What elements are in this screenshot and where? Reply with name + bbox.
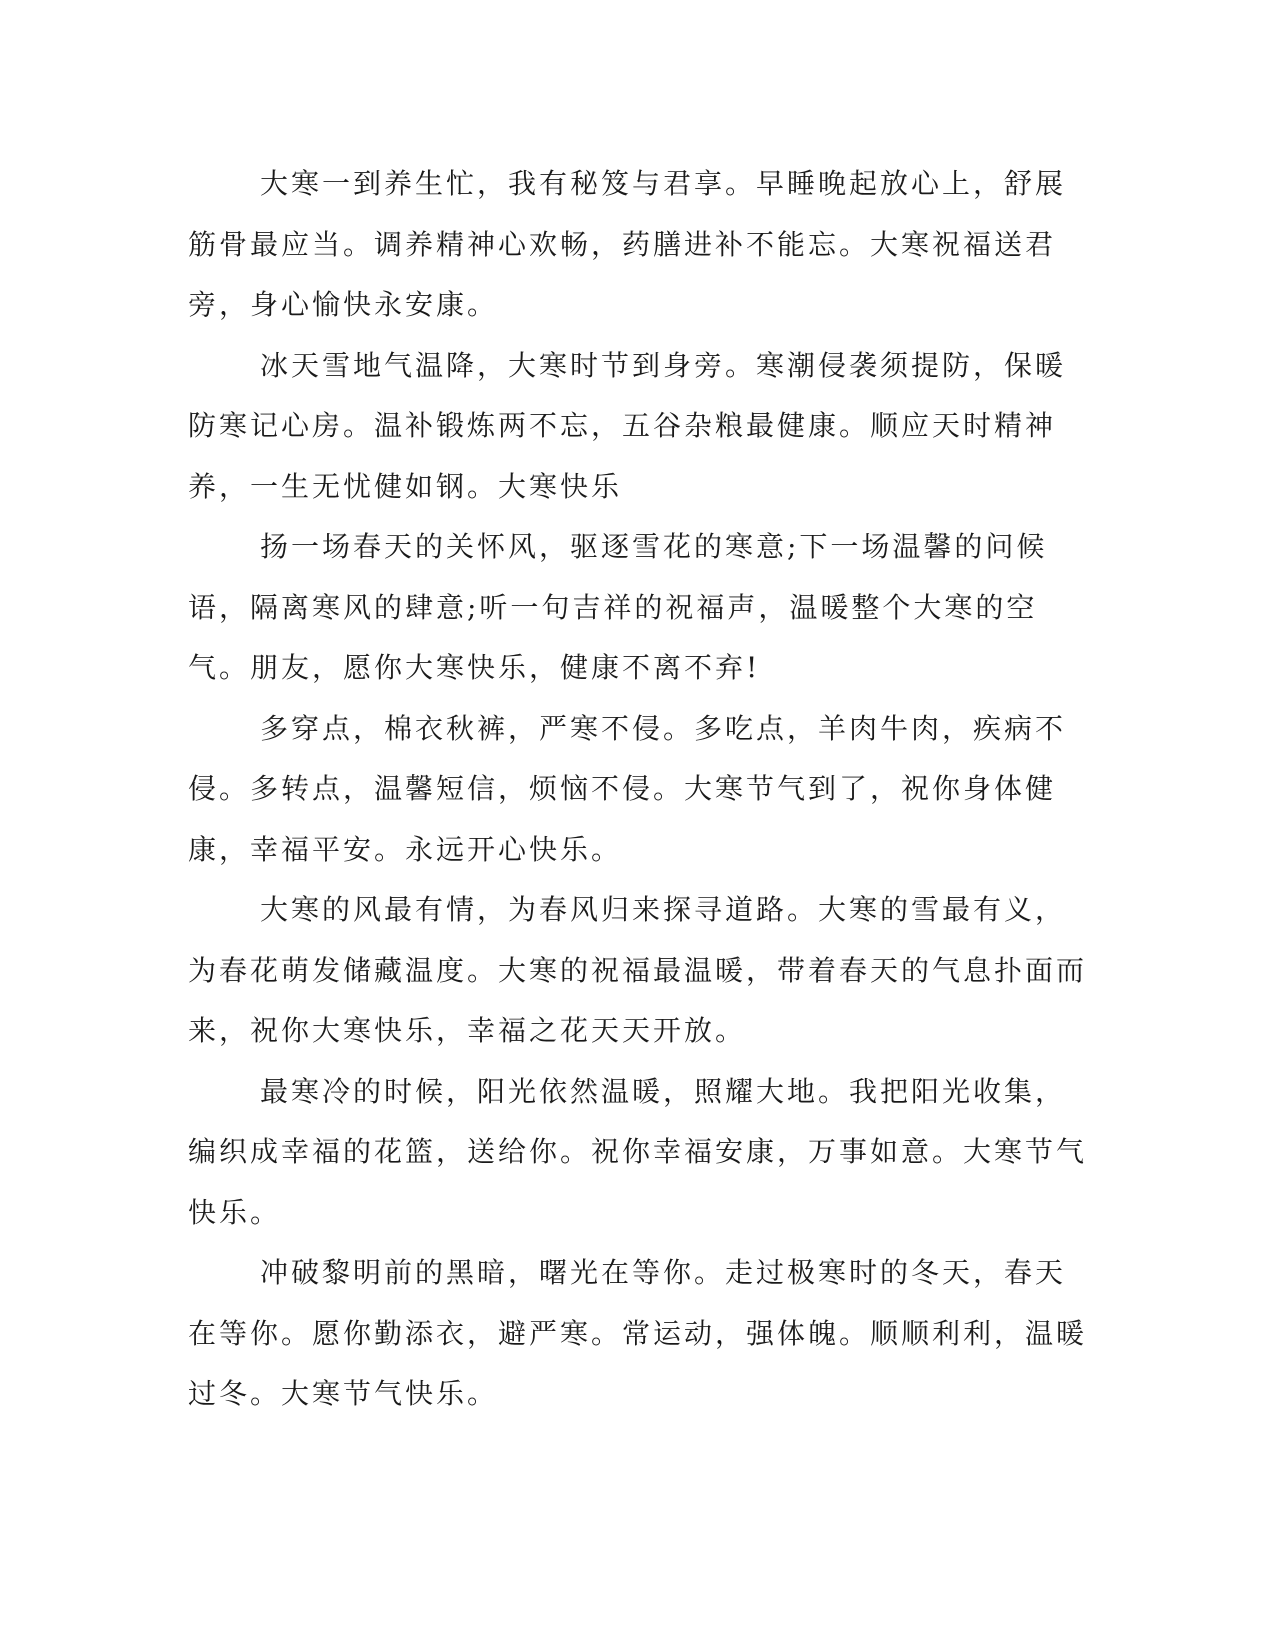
paragraph: 大寒一到养生忙，我有秘笈与君享。早睡晚起放心上，舒展筋骨最应当。调养精神心欢畅，药膳进补不能忘。大寒祝福送君旁，身心愉快永安康。 [188,167,1067,321]
paragraph: 大寒的风最有情，为春风归来探寻道路。大寒的雪最有义，为春花萌发储藏温度。大寒的祝福最温暖，带着春天的气息扑面而来，祝你大寒快乐，幸福之花天天开放。 [188,893,1088,1047]
paragraph: 多穿点，棉衣秋裤，严寒不侵。多吃点，羊肉牛肉，疾病不侵。多转点，温馨短信，烦恼不侵。大寒节气到了，祝你身体健康，幸福平安。永远开心快乐。 [188,711,1067,866]
paragraph: 冰天雪地气温降，大寒时节到身旁。寒潮侵袭须提防，保暖防寒记心房。温补锻炼两不忘，五谷杂粮最健康。顺应天时精神养，一生无忧健如钢。大寒快乐 [188,348,1067,503]
paragraph: 冲破黎明前的黑暗，曙光在等你。走过极寒时的冬天，春天在等你。愿你勤添衣，避严寒。常运动，强体魄。顺顺利利，温暖过冬。大寒节气快乐。 [188,1256,1088,1410]
paragraph: 扬一场春天的关怀风，驱逐雪花的寒意;下一场温馨的问候语，隔离寒风的肆意;听一句吉祥的祝福声，温暖整个大寒的空气。朋友，愿你大寒快乐，健康不离不弃! [188,530,1048,684]
document-body [188,154,1088,1425]
paragraph: 最寒冷的时候，阳光依然温暖，照耀大地。我把阳光收集，编织成幸福的花篮，送给你。祝你幸福安康，万事如意。大寒节气快乐。 [188,1074,1088,1229]
